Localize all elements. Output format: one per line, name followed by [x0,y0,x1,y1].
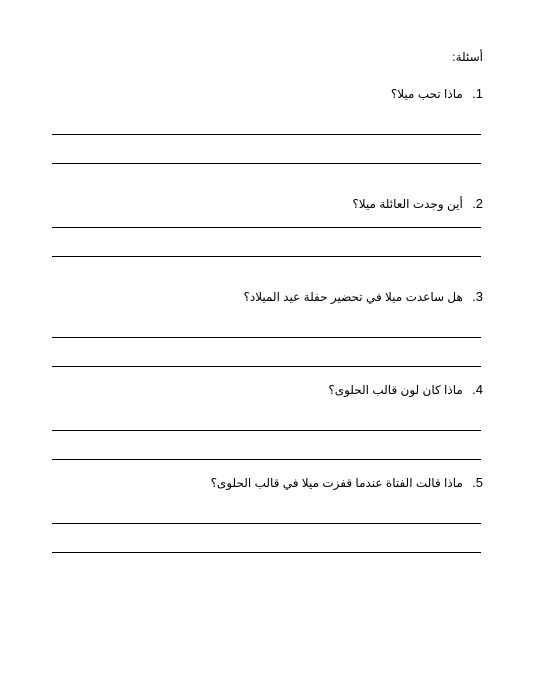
question-number: 3. [472,289,483,304]
question-text: ماذا كان لون قالب الحلوى؟ [328,383,463,397]
answer-line[interactable] [52,552,481,553]
question-number: 5. [472,475,483,490]
question-text: هل ساعدت ميلا في تحضير حفلة عيد الميلاد؟ [243,290,463,304]
question-number: 4. [472,382,483,397]
question-4 [328,382,483,397]
question-text: ماذا قالت الفتاة عندما قفزت ميلا في قالب الحلوى؟ [210,476,463,490]
answer-line[interactable] [52,337,481,338]
answer-line[interactable] [52,227,481,228]
question-2 [352,196,483,211]
answer-line[interactable] [52,459,481,460]
question-text: أين وجدت العائلة ميلا؟ [352,197,463,211]
question-1 [391,86,483,101]
answer-line[interactable] [52,430,481,431]
answer-line[interactable] [52,523,481,524]
worksheet-heading: أسئلة: [452,50,483,64]
question-5 [211,475,483,490]
answer-line[interactable] [52,366,481,367]
answer-line[interactable] [52,163,481,164]
answer-line[interactable] [52,134,481,135]
answer-line[interactable] [52,256,481,257]
question-text: ماذا تحب ميلا؟ [390,87,463,101]
question-3 [243,289,483,304]
question-number: 2. [472,196,483,211]
question-number: 1. [472,86,483,101]
